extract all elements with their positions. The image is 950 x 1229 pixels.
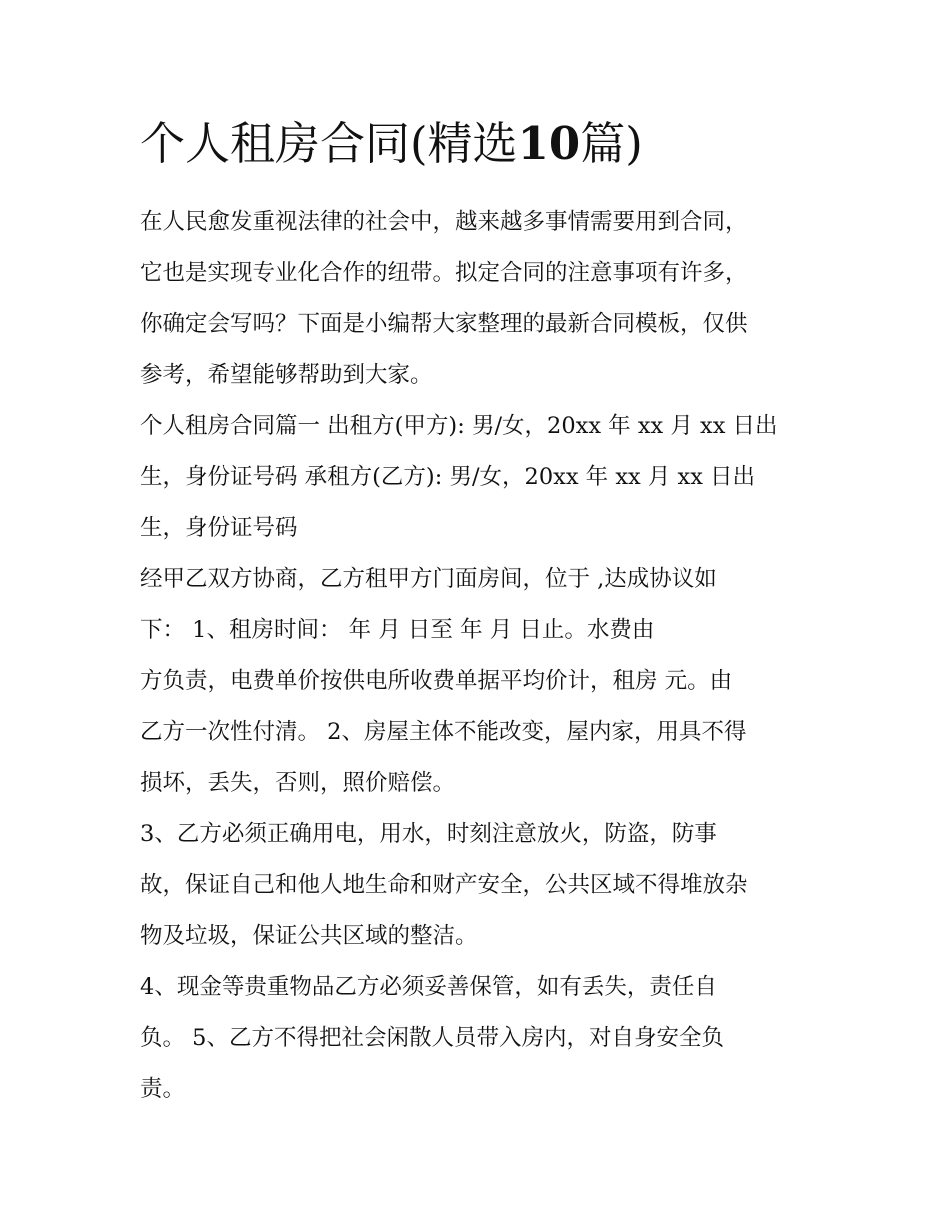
body-line: 故，保证自己和他人地生命和财产安全，公共区域不得堆放杂 <box>140 872 748 898</box>
body-line: 方负责，电费单价按供电所收费单据平均价计，租房 元。由 <box>140 668 733 694</box>
body-line: 参考，希望能够帮助到大家。 <box>140 362 433 388</box>
body-line: 负。 5、乙方不得把社会闲散人员带入房内，对自身安全负 <box>140 1025 724 1051</box>
body-line: 它也是实现专业化合作的纽带。拟定合同的注意事项有许多， <box>140 260 748 286</box>
body-line: 乙方一次性付清。 2、房屋主体不能改变，屋内家，用具不得 <box>140 719 747 745</box>
title-number: 10 <box>517 117 581 170</box>
body-line: 物及垃圾，保证公共区域的整洁。 <box>140 923 478 949</box>
document-body <box>140 197 820 1115</box>
body-line: 4、现金等贵重物品乙方必须妥善保管，如有丢失，责任自 <box>140 974 717 1000</box>
document-title <box>140 112 643 176</box>
body-line: 损坏，丢失，否则，照价赔偿。 <box>140 770 456 796</box>
title-suffix: 篇) <box>580 117 643 170</box>
body-line: 在人民愈发重视法律的社会中，越来越多事情需要用到合同， <box>140 209 748 235</box>
body-line: 下： 1、租房时间： 年 月 日至 年 月 日止。水费由 <box>140 617 655 643</box>
body-line: 3、乙方必须正确用电，用水，时刻注意放火，防盗，防事 <box>140 821 717 847</box>
title-prefix: 个人租房合同(精选 <box>140 117 518 170</box>
body-line: 你确定会写吗？下面是小编帮大家整理的最新合同模板，仅供 <box>140 311 748 337</box>
body-line: 生，身份证号码 承租方(乙方): 男/女，20xx 年 xx 月 xx 日出 <box>140 464 756 490</box>
body-line: 生，身份证号码 <box>140 515 298 541</box>
body-line: 责。 <box>140 1076 186 1102</box>
body-line: 经甲乙双方协商，乙方租甲方门面房间，位于 ,达成协议如 <box>140 566 717 592</box>
body-line: 个人租房合同篇一 出租方(甲方): 男/女，20xx 年 xx 月 xx 日出 <box>140 413 778 439</box>
